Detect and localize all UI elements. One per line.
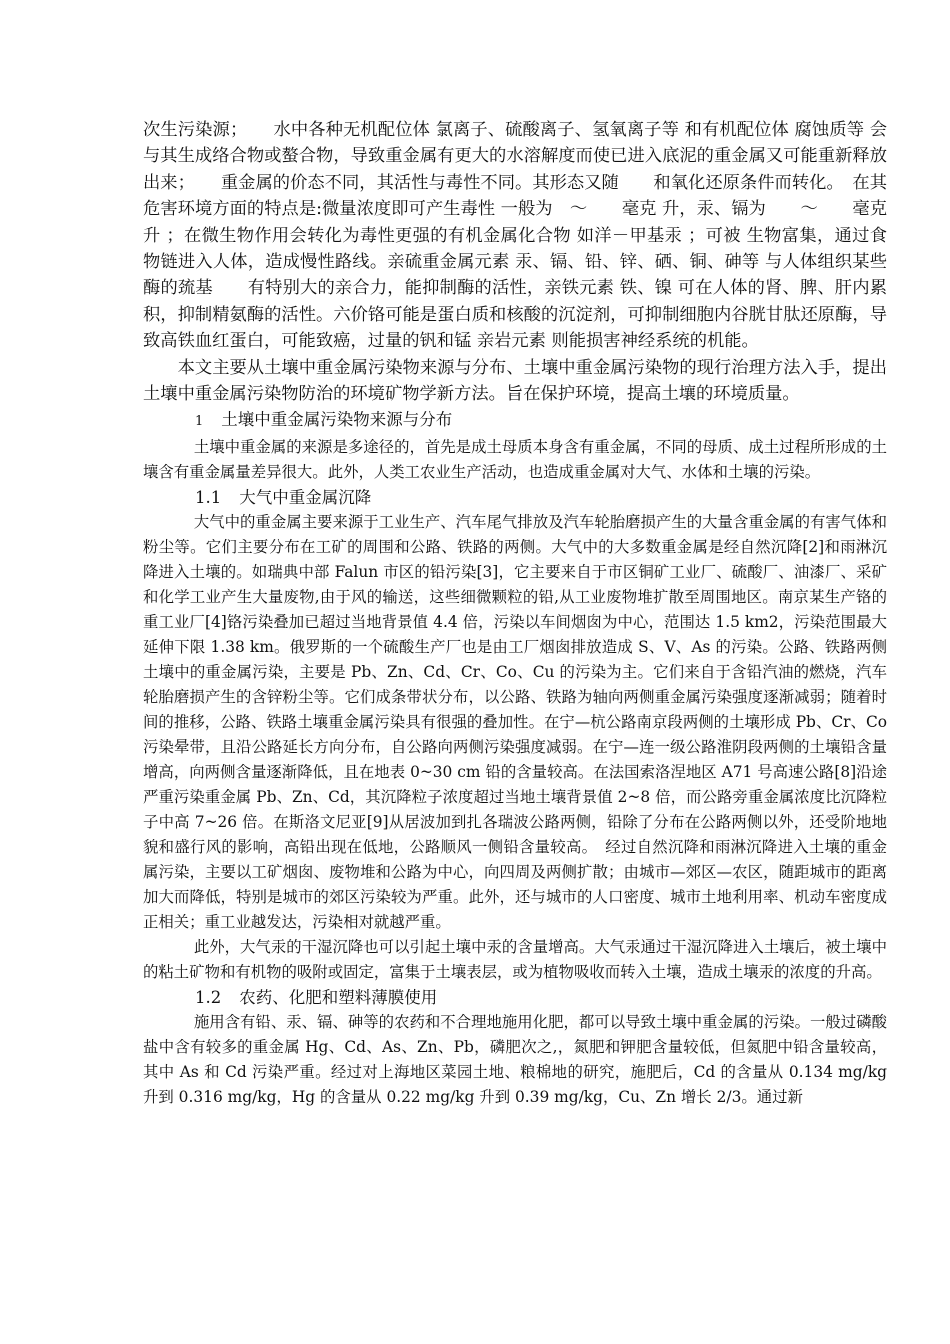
section-1-1-title: 大气中重金属沉降 [239,488,372,508]
section-1-2-heading [143,985,887,1010]
section-1-number: 1 [195,414,204,430]
section-1-1-number: 1.1 [195,488,222,508]
section-1-1-heading [143,485,887,510]
section-1-2-body: 施用含有铅、汞、镉、砷等的农药和不合理地施用化肥，都可以导致土壤中重金属的污染。一般过磷酸盐中含有较多的重金属 Hg、Cd、As、Zn、Pb，磷肥次之,，氮肥和钾肥含量较低，但氮肥中铅含量较高，其中 As 和 Cd 污染严重。经过对上海地区菜园土地、粮棉地的研究，施肥后，Cd 的含量从 0.134 mg/kg 升到 0.316 mg/kg，Hg 的含量从 0.22 mg/kg 升到 0.39 mg/kg，Cu、Zn 增长 2/3。通过新 [143,1013,887,1107]
intro-paragraph: 次生污染源； 水中各种无机配位体 氯离子、硫酸离子、氢氧离子等 和有机配位体 腐蚀质等 会与其生成络合物或螯合物，导致重金属有更大的水溶解度而使已进入底泥的重金属又可能重新释放出来； 重金属的价态不同，其活性与毒性不同。其形态又随 和氧化还原条件而转化。 在其危害环境方面的特点是:微量浓度即可产生毒性 一般为 ～ 毫克 升，汞、镉为 ～ 毫克 升 ；在微生物作用会转化为毒性更强的有机金属化合物 如洋－甲基汞 ；可被 生物富集，通过食物链进入人体，造成慢性路线。亲硫重金属元素 汞、镉、铅、锌、硒、铜、砷等 与人体组织某些酶的巯基 有特别大的亲合力，能抑制酶的活性，亲铁元素 铁、镍 可在人体的肾、脾、肝内累积，抑制精氨酶的活性。六价铬可能是蛋白质和核酸的沉淀剂，可抑制细胞内谷胱甘肽还原酶，导致高铁血红蛋白，可能致癌，过量的钒和锰 亲岩元素 则能损害神经系统的机能。 [143,120,887,352]
section-1-2-number: 1.2 [195,988,222,1008]
document-page [143,117,887,1110]
section-1-heading [143,407,887,435]
purpose-paragraph: 本文主要从土壤中重金属污染物来源与分布、土壤中重金属污染物的现行治理方法入手，提出土壤中重金属污染物防治的环境矿物学新方法。旨在保护环境，提高土壤的环境质量。 [143,357,887,405]
section-1-body: 土壤中重金属的来源是多途径的，首先是成土母质本身含有重金属，不同的母质、成土过程所形成的土壤含有重金属量差异很大。此外，人类工农业生产活动，也造成重金属对大气、水体和土壤的污染。 [143,438,887,482]
section-1-1-body-1: 大气中的重金属主要来源于工业生产、汽车尾气排放及汽车轮胎磨损产生的大量含重金属的有害气体和粉尘等。它们主要分布在工矿的周围和公路、铁路的两侧。大气中的大多数重金属是经自然沉降[2]和雨淋沉降进入土壤的。如瑞典中部 Falun 市区的铅污染[3]，它主要来自于市区铜矿工业厂、硫酸厂、油漆厂、采矿和化学工业产生大量废物,由于风的输送，这些细微颗粒的铅,从工业废物堆扩散至周围地区。南京某生产铬的重工业厂[4]铬污染叠加已超过当地背景值 4.4 倍，污染以车间烟囱为中心，范围达 1.5 km2，污染范围最大延伸下限 1.38 km。俄罗斯的一个硫酸生产厂也是由工厂烟囱排放造成 S、V、As 的污染。公路、铁路两侧土壤中的重金属污染，主要是 Pb、Zn、Cd、Cr、Co、Cu 的污染为主。它们来自于含铅汽油的燃烧，汽车轮胎磨损产生的含锌粉尘等。它们成条带状分布，以公路、铁路为轴向两侧重金属污染强度逐渐减弱；随着时间的推移，公路、铁路土壤重金属污染具有很强的叠加性。在宁—杭公路南京段两侧的土壤形成 Pb、Cr、Co 污染晕带，且沿公路延长方向分布，自公路向两侧污染强度减弱。在宁—连一级公路淮阴段两侧的土壤铅含量增高，向两侧含量逐渐降低，且在地表 0~30 cm 铅的含量较高。在法国索洛涅地区 A71 号高速公路[8]沿途严重污染重金属 Pb、Zn、Cd，其沉降粒子浓度超过当地土壤背景值 2~8 倍，而公路旁重金属浓度比沉降粒子中高 7~26 倍。在斯洛文尼亚[9]从居波加到扎各瑞波公路两侧，铅除了分布在公路两侧以外，还受阶地地貌和盛行风的影响，高铅出现在低地，公路顺风一侧铅含量较高。 经过自然沉降和雨淋沉降进入土壤的重金属污染，主要以工矿烟囱、废物堆和公路为中心，向四周及两侧扩散；由城市—郊区—农区，随距城市的距离加大而降低，特别是城市的郊区污染较为严重。此外，还与城市的人口密度、城市土地利用率、机动车密度成正相关；重工业越发达，污染相对就越严重。 [143,513,887,932]
section-1-2-title: 农药、化肥和塑料薄膜使用 [239,988,438,1008]
section-1-title: 土壤中重金属污染物来源与分布 [221,410,453,430]
section-1-1-body-2: 此外，大气汞的干湿沉降也可以引起土壤中汞的含量增高。大气汞通过干湿沉降进入土壤后，被土壤中的粘土矿物和有机物的吸附或固定，富集于土壤表层，或为植物吸收而转入土壤，造成土壤汞的浓度的升高。 [143,938,887,982]
